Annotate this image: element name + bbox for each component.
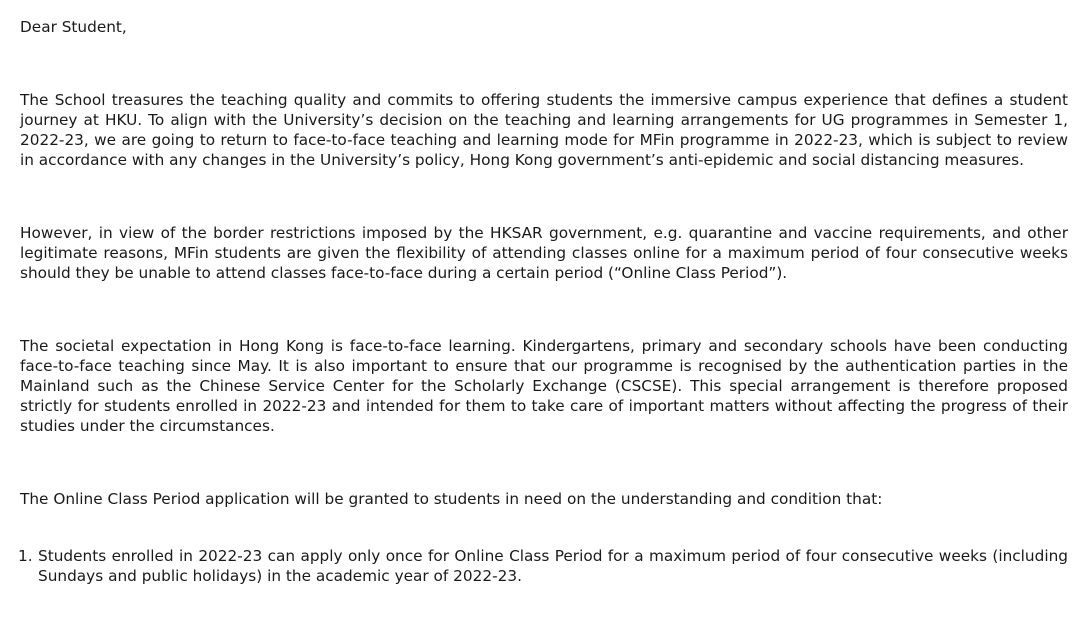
list-item-number: 1. — [18, 547, 33, 565]
paragraph-conditions-intro: The Online Class Period application will be granted to students in need on the understanding and condition that: — [20, 490, 883, 508]
greeting: Dear Student, — [20, 18, 127, 36]
letter-body — [20, 17, 1068, 586]
list-item-text: Students enrolled in 2022-23 can apply only once for Online Class Period for a maximum period of four consecutive weeks (including Sundays and public holidays) in the academic year of 2022-23. — [38, 547, 1068, 585]
paragraph-border-restrictions: However, in view of the border restrictions imposed by the HKSAR government, e.g. quarantine and vaccine requirements, and other legitimate reasons, MFin students are given the flexibility of attending classes online for a maximum period of four consecutive weeks should they be unable to attend classes face-to-face during a certain period (“Online Class Period”). — [20, 224, 1068, 282]
paragraph-teaching-mode: The School treasures the teaching quality and commits to offering students the immersive campus experience that defines a student journey at HKU. To align with the University’s decision on the teaching and learning arrangements for UG programmes in Semester 1, 2022-23, we are going to return to face-to-face teaching and learning mode for MFin programme in 2022-23, which is subject to review in accordance with any changes in the University’s policy, Hong Kong government’s anti-epidemic and social distancing measures. — [20, 91, 1068, 169]
paragraph-societal-expectation: The societal expectation in Hong Kong is face-to-face learning. Kindergartens, primary and secondary schools have been conducting face-to-face teaching since May. It is also important to ensure that our programme is recognised by the authentication parties in the Mainland such as the Chinese Service Center for the Scholarly Exchange (CSCSE). This special arrangement is therefore proposed strictly for students enrolled in 2022-23 and intended for them to take care of important matters without affecting the progress of their studies under the circumstances. — [20, 337, 1068, 435]
list-item — [20, 546, 1068, 586]
conditions-list — [20, 546, 1068, 586]
